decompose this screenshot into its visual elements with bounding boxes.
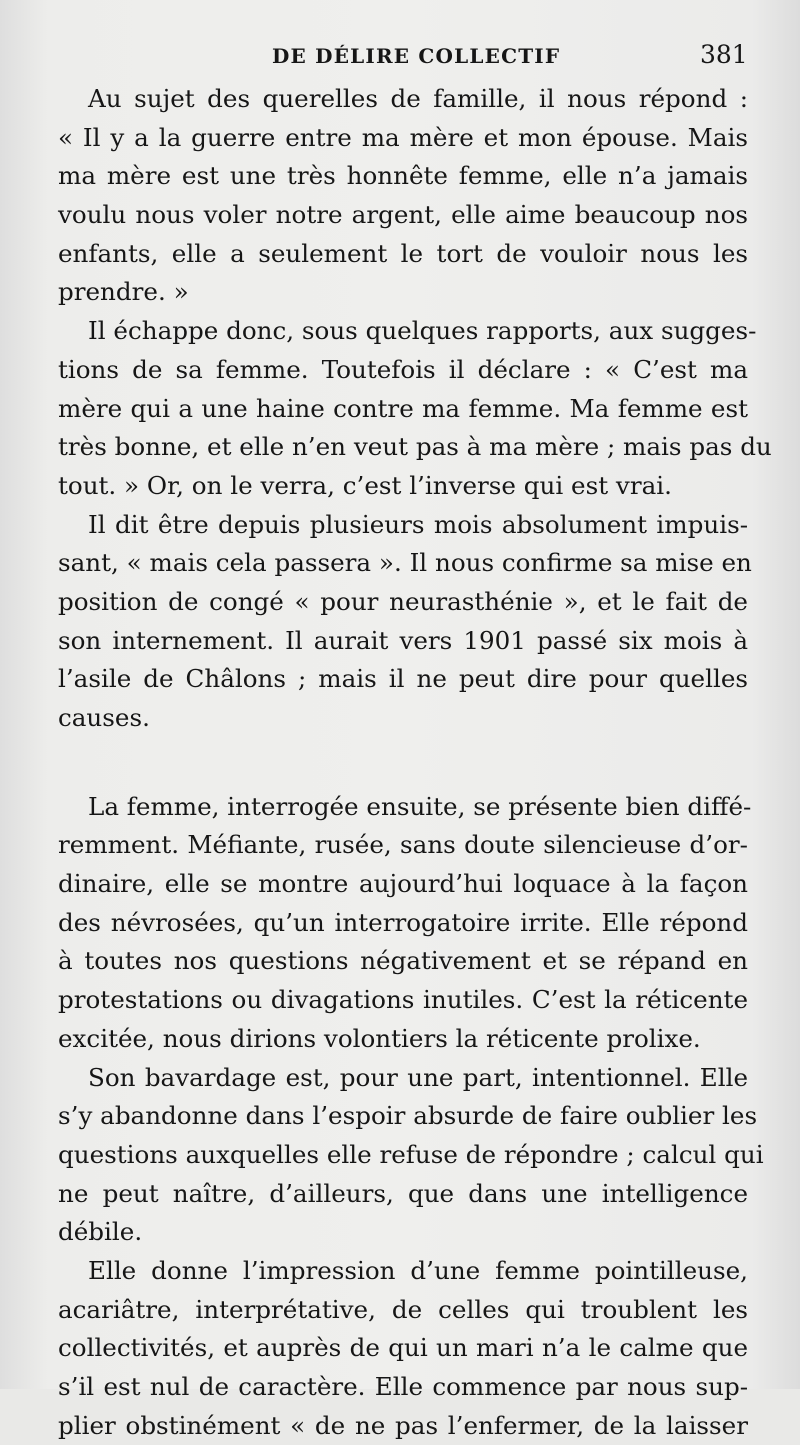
text-line: très bonne, et elle n’en veut pas à ma mère ; mais pas du xyxy=(58,432,772,462)
text-line: s’y abandonne dans l’espoir absurde de faire oublier les xyxy=(58,1101,758,1131)
text-line: questions auxquelles elle refuse de répondre ; calcul qui xyxy=(58,1139,764,1169)
text-line: Son bavardage est, pour une part, intentionnel. Elle xyxy=(88,1062,748,1092)
text-line: s’il est nul de caractère. Elle commence par nous sup- xyxy=(58,1372,748,1401)
paragraph-gap xyxy=(58,738,748,788)
text-line: l’asile de Châlons ; mais il ne peut dire pour quelles xyxy=(58,664,748,694)
text-line: à toutes nos questions négativement et se répand en xyxy=(58,946,748,976)
running-title: DE DÉLIRE COLLECTIF xyxy=(272,44,561,68)
text-line: remment. Méfiante, rusée, sans doute silencieuse d’or- xyxy=(58,830,748,860)
text-line: ma mère est une très honnête femme, elle n’a jamais xyxy=(58,161,748,191)
text-line: causes. xyxy=(58,703,150,732)
text-line: mère qui a une haine contre ma femme. Ma femme est xyxy=(58,393,748,423)
text-line: protestations ou divagations inutiles. C’est la réticente xyxy=(58,985,748,1015)
text-line: plier obstinément « de ne pas l’enfermer, de la laisser xyxy=(58,1410,748,1440)
text-line: prendre. » xyxy=(58,277,189,307)
text-line: tions de sa femme. Toutefois il déclare : « C’est ma xyxy=(58,354,748,384)
text-line: Elle donne l’impression d’une femme pointilleuse, xyxy=(88,1255,748,1285)
text-line: collectivités, et auprès de qui un mari n’a le calme que xyxy=(58,1333,748,1363)
text-line: son internement. Il aurait vers 1901 passé six mois à xyxy=(58,625,748,655)
text-line: ne peut naître, d’ailleurs, que dans une intelligence xyxy=(58,1178,748,1208)
text-line: dinaire, elle se montre aujourd’hui loquace à la façon xyxy=(58,869,748,899)
text-line: enfants, elle a seulement le tort de vouloir nous les xyxy=(58,238,748,268)
text-line: Au sujet des querelles de famille, il nous répond : xyxy=(88,84,748,113)
text-line: tout. » Or, on le verra, c’est l’inverse qui est vrai. xyxy=(58,470,672,500)
text-line: sant, « mais cela passera ». Il nous confirme sa mise en xyxy=(58,548,752,578)
text-line: des névrosées, qu’un interrogatoire irrite. Elle répond xyxy=(58,907,748,937)
text-line: « Il y a la guerre entre ma mère et mon épouse. Mais xyxy=(58,122,748,152)
text-line: Il échappe donc, sous quelques rapports, aux sugges- xyxy=(88,316,757,346)
text-line: excitée, nous dirions volontiers la réticente prolixe. xyxy=(58,1023,701,1053)
text-line: voulu nous voler notre argent, elle aime beaucoup nos xyxy=(58,200,748,230)
page-number: 381 xyxy=(700,40,748,69)
running-head xyxy=(0,40,800,80)
text-line: acariâtre, interprétative, de celles qui troublent les xyxy=(58,1294,748,1324)
text-line: La femme, interrogée ensuite, se présente bien diffé- xyxy=(88,791,752,821)
body-text xyxy=(58,80,772,1445)
text-line: position de congé « pour neurasthénie », et le fait de xyxy=(58,586,748,616)
text-line: Il dit être depuis plusieurs mois absolument impuis- xyxy=(88,509,748,539)
text-line: débile. xyxy=(58,1217,143,1247)
